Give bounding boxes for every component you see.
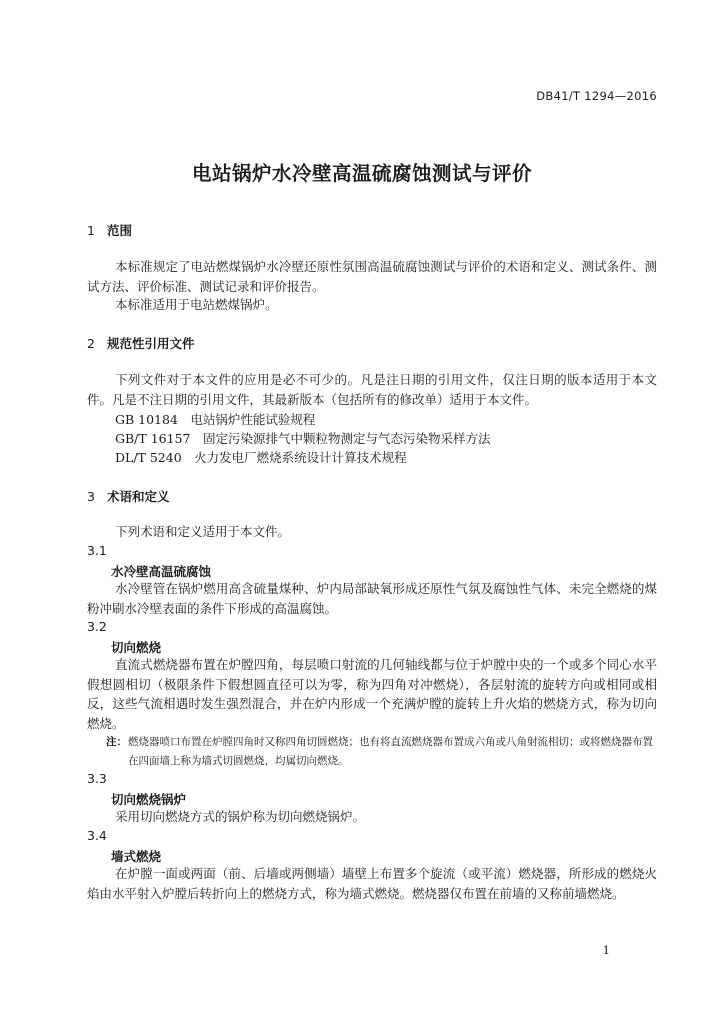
term-name: 切向燃烧 bbox=[111, 640, 162, 655]
term-number: 3.1 bbox=[87, 543, 107, 558]
reference-item: GB/T 16157 固定污染源排气中颗粒物测定与气态污染物采样方法 bbox=[115, 431, 491, 446]
note-text: 燃烧器喷口布置在炉膛四角时又称四角切圆燃烧；也有将直流燃烧器布置成六角或八角射流相切；或将燃烧器布置在四面墙上称为墙式切圆燃烧，均属切向燃烧。 bbox=[128, 736, 653, 767]
section-title: 范围 bbox=[107, 223, 133, 238]
section-2-paragraph: 下列文件对于本文件的应用是必不可少的。凡是注日期的引用文件，仅注日期的版本适用于本文件。凡是不注日期的引用文件，其最新版本（包括所有的修改单）适用于本文件。 bbox=[87, 372, 657, 407]
page-number: 1 bbox=[602, 943, 610, 957]
section-3-intro: 下列术语和定义适用于本文件。 bbox=[115, 524, 291, 539]
term-number: 3.2 bbox=[87, 619, 107, 634]
term-definition: 在炉膛一面或两面（前、后墙或两侧墙）墙壁上布置多个旋流（或平流）燃烧器，所形成的燃烧火焰由水平射入炉膛后转折向上的燃烧方式，称为墙式燃烧。燃烧器仅布置在前墙的又称前墙燃烧。 bbox=[87, 866, 657, 901]
term-name: 切向燃烧锅炉 bbox=[111, 792, 187, 807]
section-number: 1 bbox=[87, 223, 95, 238]
section-number: 3 bbox=[87, 489, 95, 504]
document-title: 电站锅炉水冷壁高温硫腐蚀测试与评价 bbox=[191, 162, 532, 185]
section-2-heading bbox=[87, 334, 195, 352]
term-definition: 采用切向燃烧方式的锅炉称为切向燃烧锅炉。 bbox=[115, 809, 366, 824]
section-1-scope-paragraph: 本标准适用于电站燃煤锅炉。 bbox=[115, 297, 278, 312]
term-note bbox=[106, 733, 658, 771]
section-title: 规范性引用文件 bbox=[107, 336, 195, 351]
term-definition: 直流式燃烧器布置在炉膛四角，每层喷口射流的几何轴线都与位于炉膛中央的一个或多个同心水平假想圆相切（极限条件下假想圆直径可以为零，称为四角对冲燃烧），各层射流的旋转方向或相同或相反，这些气流相遇时发生强烈混合，并在炉内形成一个充满炉膛的旋转上升火焰的燃烧方式，称为切向燃烧。 bbox=[87, 657, 657, 731]
section-1-paragraph: 本标准规定了电站燃煤锅炉水冷壁还原性氛围高温硫腐蚀测试与评价的术语和定义、测试条件、测试方法、评价标准、测试记录和评价报告。 bbox=[87, 259, 657, 294]
section-title: 术语和定义 bbox=[107, 489, 170, 504]
term-name: 墙式燃烧 bbox=[111, 849, 162, 864]
term-number: 3.4 bbox=[87, 828, 107, 843]
note-label: 注： bbox=[106, 736, 127, 748]
reference-item: DL/T 5240 火力发电厂燃烧系统设计计算技术规程 bbox=[115, 450, 407, 465]
term-number: 3.3 bbox=[87, 771, 107, 786]
standard-code: DB41/T 1294—2016 bbox=[536, 89, 657, 103]
reference-item: GB 10184 电站锅炉性能试验规程 bbox=[115, 412, 316, 427]
section-number: 2 bbox=[87, 336, 95, 351]
term-definition: 水冷壁管在锅炉燃用高含硫量煤种、炉内局部缺氧形成还原性气氛及腐蚀性气体、未完全燃烧的煤粉冲刷水冷壁表面的条件下形成的高温腐蚀。 bbox=[87, 581, 657, 616]
section-3-heading bbox=[87, 487, 170, 505]
section-1-heading bbox=[87, 221, 132, 239]
term-name: 水冷壁高温硫腐蚀 bbox=[111, 564, 212, 579]
